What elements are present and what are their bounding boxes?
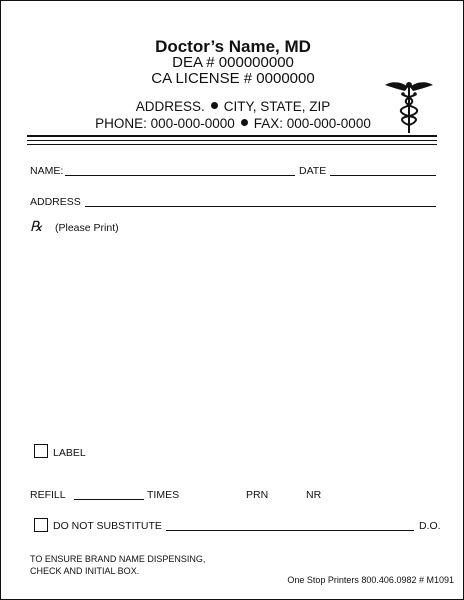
do-not-substitute-checkbox[interactable] — [34, 518, 48, 532]
phone-number: PHONE: 000-000-0000 — [95, 116, 235, 131]
name-field[interactable] — [65, 175, 295, 176]
caduceus-icon — [383, 77, 435, 135]
prn-label[interactable]: PRN — [246, 489, 269, 501]
address-field[interactable] — [85, 206, 436, 207]
bullet-icon — [241, 119, 248, 126]
header-rule-thick — [27, 135, 437, 137]
fax-number: FAX: 000-000-0000 — [253, 116, 371, 131]
printer-info: One Stop Printers 800.406.0982 # M1091 — [287, 575, 454, 585]
times-label: TIMES — [147, 489, 180, 501]
date-field[interactable] — [330, 175, 436, 176]
do-label: D.O. — [419, 520, 441, 532]
name-label: NAME: — [30, 165, 64, 177]
brand-dispensing-notice: TO ENSURE BRAND NAME DISPENSING, — [30, 554, 206, 564]
dea-number: DEA # 000000000 — [172, 54, 294, 71]
refill-field[interactable] — [74, 499, 144, 500]
do-not-substitute-label: DO NOT SUBSTITUTE — [53, 520, 162, 532]
bullet-icon — [211, 102, 218, 109]
label-checkbox-text: LABEL — [53, 447, 86, 459]
date-label: DATE — [299, 165, 327, 177]
city-state-zip: CITY, STATE, ZIP — [223, 99, 331, 114]
prescription-area[interactable] — [27, 237, 437, 433]
signature-field[interactable] — [166, 530, 414, 531]
please-print-note: (Please Print) — [55, 222, 119, 234]
label-checkbox[interactable] — [34, 444, 48, 458]
ca-license-number: CA LICENSE # 0000000 — [151, 70, 315, 87]
doctor-name: Doctor’s Name, MD — [155, 37, 311, 56]
brand-dispensing-notice-line2: CHECK AND INITIAL BOX. — [30, 566, 140, 576]
refill-label: REFILL — [30, 489, 66, 501]
address-label: ADDRESS — [30, 196, 81, 208]
nr-label[interactable]: NR — [306, 489, 322, 501]
header-rule-thin — [27, 140, 437, 141]
rx-icon: ℞ — [30, 219, 43, 235]
header-rule-thin — [27, 144, 437, 145]
address-text: ADDRESS. — [135, 99, 205, 114]
